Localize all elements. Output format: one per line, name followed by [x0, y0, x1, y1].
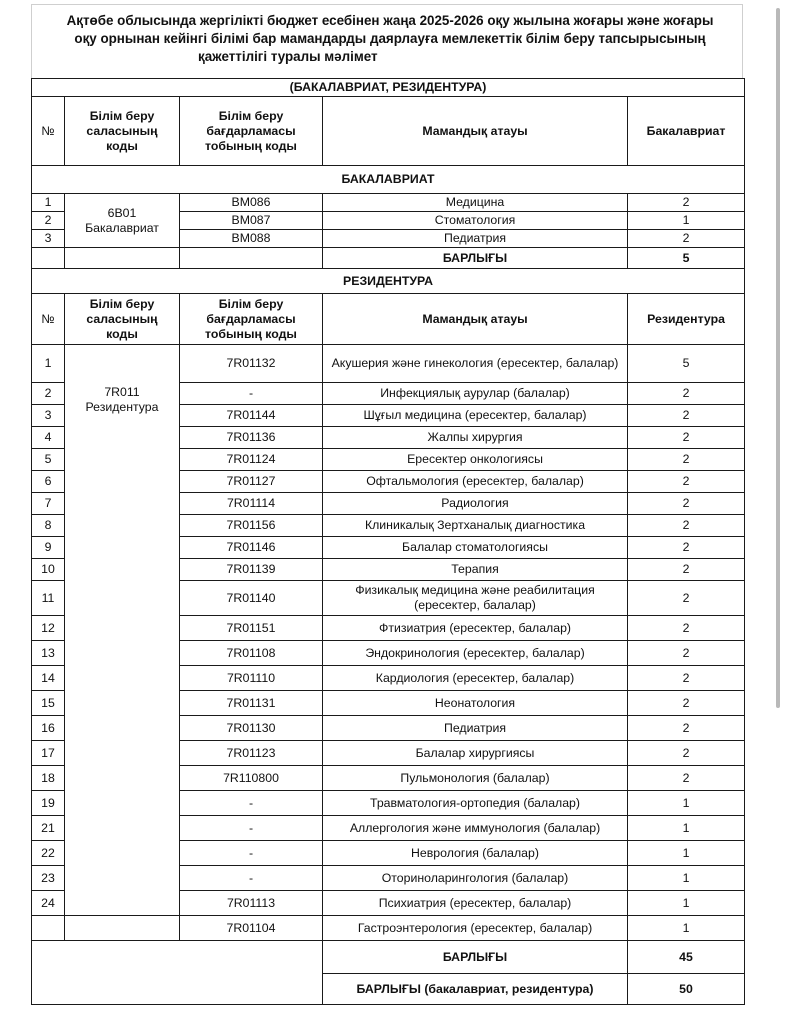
- row-num: 11: [32, 581, 65, 616]
- title-line: Ақтөбе облысында жергілікті бюджет есебінен жаңа 2025-2026 оқу жылына жоғары және жоғары: [66, 13, 714, 28]
- count-value: 2: [628, 471, 745, 493]
- group-code: 7R01136: [180, 427, 323, 449]
- header-group-code: Білім беру бағдарламасы тобының коды: [180, 294, 323, 345]
- group-code: -: [180, 866, 323, 891]
- count-value: 1: [628, 891, 745, 916]
- group-code: 7R01131: [180, 691, 323, 716]
- table-row: [32, 345, 745, 383]
- count-value: 2: [628, 449, 745, 471]
- total-value: 5: [628, 248, 745, 269]
- group-code: 7R01144: [180, 405, 323, 427]
- row-num: 4: [32, 427, 65, 449]
- total-label: БАРЛЫҒЫ: [323, 248, 628, 269]
- row-num: 18: [32, 766, 65, 791]
- header-group-code: Білім беру бағдарламасы тобының коды: [180, 97, 323, 166]
- group-code: 7R01104: [180, 916, 323, 941]
- specialty-name: Инфекциялық аурулар (балалар): [323, 383, 628, 405]
- count-value: 2: [628, 515, 745, 537]
- field-code: 7R011: [104, 385, 140, 399]
- group-code: 7R110800: [180, 766, 323, 791]
- field-code-residency: [65, 345, 180, 916]
- specialty-name: Клиникалық Зертханалық диагностика: [323, 515, 628, 537]
- group-code: 7R01130: [180, 716, 323, 741]
- specialty-name: Ересектер онкологиясы: [323, 449, 628, 471]
- row-num: 17: [32, 741, 65, 766]
- field-name: Резидентура: [85, 400, 159, 414]
- count-value: 2: [628, 741, 745, 766]
- header-field-code: Білім беру саласының коды: [65, 294, 180, 345]
- header-count: Резидентура: [628, 294, 745, 345]
- specialty-name: Педиатрия: [323, 716, 628, 741]
- count-value: 2: [628, 537, 745, 559]
- title-line: қажеттілігі туралы мәлімет: [198, 49, 378, 64]
- specialty-name: Балалар хирургиясы: [323, 741, 628, 766]
- row-num: 3: [32, 230, 65, 248]
- specialty-name: Аллергология және иммунология (балалар): [323, 816, 628, 841]
- count-value: 2: [628, 766, 745, 791]
- header-num: №: [32, 97, 65, 166]
- table-row: [32, 916, 745, 941]
- row-num: 10: [32, 559, 65, 581]
- specialty-name: Терапия: [323, 559, 628, 581]
- row-num: 22: [32, 841, 65, 866]
- row-num: 24: [32, 891, 65, 916]
- group-code: 7R01110: [180, 666, 323, 691]
- count-value: 2: [628, 405, 745, 427]
- bachelor-header-row: [32, 97, 745, 166]
- specialty-name: Эндокринология (ересектер, балалар): [323, 641, 628, 666]
- count-value: 2: [628, 194, 745, 212]
- count-value: 2: [628, 427, 745, 449]
- total-label: БАРЛЫҒЫ: [323, 941, 628, 974]
- group-code: -: [180, 841, 323, 866]
- count-value: 2: [628, 666, 745, 691]
- row-num: 14: [32, 666, 65, 691]
- group-code: ВМ087: [180, 212, 323, 230]
- count-value: 2: [628, 716, 745, 741]
- row-num: 23: [32, 866, 65, 891]
- specialty-name: Офтальмология (ересектер, балалар): [323, 471, 628, 493]
- specialty-name: Акушерия және гинекология (ересектер, балалар): [323, 345, 628, 383]
- group-code: -: [180, 816, 323, 841]
- group-code: ВМ086: [180, 194, 323, 212]
- field-code-empty: [65, 916, 180, 941]
- table-row: [32, 194, 745, 212]
- group-code: 7R01113: [180, 891, 323, 916]
- header-field-code: Білім беру саласының коды: [65, 97, 180, 166]
- section-title-residency: РЕЗИДЕНТУРА: [32, 269, 745, 294]
- row-num: 1: [32, 194, 65, 212]
- grand-total-value: 50: [628, 974, 745, 1005]
- count-value: 1: [628, 916, 745, 941]
- header-num: №: [32, 294, 65, 345]
- count-value: 1: [628, 866, 745, 891]
- row-num: 5: [32, 449, 65, 471]
- row-num: 3: [32, 405, 65, 427]
- specialty-name: Физикалық медицина және реабилитация (ересектер, балалар): [323, 581, 628, 616]
- count-value: 2: [628, 581, 745, 616]
- header-specialty: Мамандық атауы: [323, 294, 628, 345]
- row-num: 7: [32, 493, 65, 515]
- row-num: 2: [32, 383, 65, 405]
- specialty-name: Неонатология: [323, 691, 628, 716]
- total-value: 45: [628, 941, 745, 974]
- specialty-name: Стоматология: [323, 212, 628, 230]
- specialty-name: Психиатрия (ересектер, балалар): [323, 891, 628, 916]
- row-num: 15: [32, 691, 65, 716]
- residency-header-row: [32, 294, 745, 345]
- count-value: 2: [628, 230, 745, 248]
- row-num: 9: [32, 537, 65, 559]
- group-code: 7R01139: [180, 559, 323, 581]
- count-value: 1: [628, 212, 745, 230]
- row-num: 16: [32, 716, 65, 741]
- specialty-name: Травматология-ортопедия (балалар): [323, 791, 628, 816]
- group-code: -: [180, 791, 323, 816]
- row-num: 6: [32, 471, 65, 493]
- specialty-name: Медицина: [323, 194, 628, 212]
- group-code: 7R01108: [180, 641, 323, 666]
- row-num: 2: [32, 212, 65, 230]
- data-table: [31, 78, 745, 1005]
- specialty-name: Пульмонология (балалар): [323, 766, 628, 791]
- row-num: 21: [32, 816, 65, 841]
- row-num: 19: [32, 791, 65, 816]
- header-specialty: Мамандық атауы: [323, 97, 628, 166]
- specialty-name: Кардиология (ересектер, балалар): [323, 666, 628, 691]
- group-code: 7R01146: [180, 537, 323, 559]
- group-code: -: [180, 383, 323, 405]
- section-title-bachelor: БАКАЛАВРИАТ: [32, 166, 745, 194]
- group-code: ВМ088: [180, 230, 323, 248]
- grand-total-label: БАРЛЫҒЫ (бакалавриат, резидентура): [323, 974, 628, 1005]
- field-name: Бакалавриат: [85, 220, 159, 235]
- specialty-name: Шұғыл медицина (ересектер, балалар): [323, 405, 628, 427]
- specialty-name: Оториноларингология (балалар): [323, 866, 628, 891]
- row-num: [32, 916, 65, 941]
- group-code: 7R01156: [180, 515, 323, 537]
- group-code: 7R01127: [180, 471, 323, 493]
- count-value: 2: [628, 641, 745, 666]
- table-subtitle: (БАКАЛАВРИАТ, РЕЗИДЕНТУРА): [32, 79, 745, 97]
- scrollbar[interactable]: [776, 8, 780, 708]
- bachelor-total-row: [32, 248, 745, 269]
- residency-total-row: [32, 941, 745, 974]
- specialty-name: Неврология (балалар): [323, 841, 628, 866]
- specialty-name: Жалпы хирургия: [323, 427, 628, 449]
- field-code: 6В01: [107, 205, 137, 220]
- count-value: 1: [628, 841, 745, 866]
- group-code: 7R01140: [180, 581, 323, 616]
- group-code: 7R01151: [180, 616, 323, 641]
- row-num: 8: [32, 515, 65, 537]
- count-value: 2: [628, 691, 745, 716]
- title-line: оқу орнынан кейінгі білімі бар мамандарды даярлауға мемлекеттік білім беру тапсырысының: [74, 31, 706, 46]
- header-count: Бакалавриат: [628, 97, 745, 166]
- count-value: 2: [628, 616, 745, 641]
- group-code: 7R01114: [180, 493, 323, 515]
- count-value: 2: [628, 383, 745, 405]
- specialty-name: Радиология: [323, 493, 628, 515]
- specialty-name: Фтизиатрия (ересектер, балалар): [323, 616, 628, 641]
- count-value: 1: [628, 816, 745, 841]
- row-num: 13: [32, 641, 65, 666]
- document-title: [40, 12, 740, 66]
- specialty-name: Педиатрия: [323, 230, 628, 248]
- group-code: 7R01124: [180, 449, 323, 471]
- specialty-name: Балалар стоматологиясы: [323, 537, 628, 559]
- count-value: 1: [628, 791, 745, 816]
- group-code: 7R01132: [180, 345, 323, 383]
- row-num: 1: [32, 345, 65, 383]
- row-num: 12: [32, 616, 65, 641]
- count-value: 2: [628, 493, 745, 515]
- count-value: 5: [628, 345, 745, 383]
- count-value: 2: [628, 559, 745, 581]
- group-code: 7R01123: [180, 741, 323, 766]
- specialty-name: Гастроэнтерология (ересектер, балалар): [323, 916, 628, 941]
- field-code-bachelor: [65, 194, 180, 248]
